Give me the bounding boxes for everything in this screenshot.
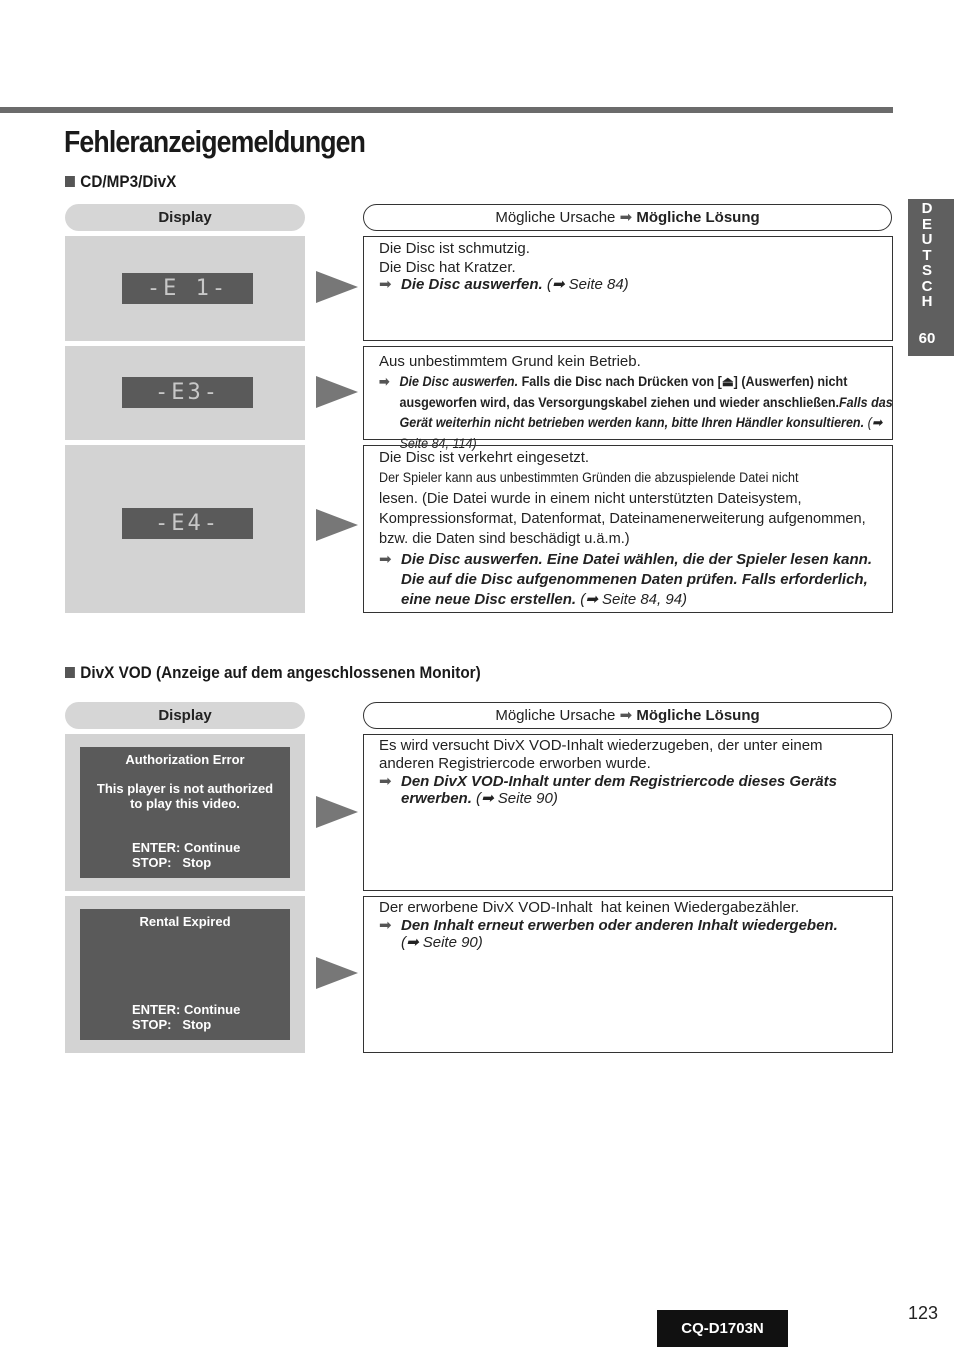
arrow-right-icon: ➡	[379, 374, 390, 389]
screen-stop-option: STOP: Stop	[132, 1017, 212, 1032]
solution-label: Mögliche Lösung	[636, 209, 760, 226]
solution-line	[379, 917, 877, 951]
solution-text: Die Disc auswerfen.	[401, 276, 543, 293]
tab-letter: S	[921, 262, 932, 279]
language-tab-letters	[908, 201, 946, 310]
arrow-right-icon: ➡	[379, 917, 392, 934]
square-bullet-icon	[65, 176, 75, 187]
screen-enter-option: ENTER: Continue	[132, 840, 241, 855]
cause-solution-header	[363, 702, 892, 729]
tab-letter: T	[922, 246, 932, 264]
error-description-e4	[363, 445, 893, 613]
solution-text: Den Inhalt erneut erwerben oder anderen Inhalt wiedergeben.	[401, 917, 838, 934]
screen-title: Authorization Error	[125, 752, 245, 767]
cause-line: lesen. (Die Datei wurde in einem nicht unterstützten Dateisystem, Kompressionsformat, Datenformat, Dateinamenerweiterung aufgenommen, bzw. die Daten sind beschädigt u.ä.m.)	[379, 491, 866, 547]
cause-line: Es wird versucht DivX VOD-Inhalt wiederzugeben, der unter einem anderen Registriercode erworben wurde.	[379, 737, 823, 772]
cause-line: Aus unbestimmtem Grund kein Betrieb.	[379, 353, 641, 370]
page-reference: (➡ Seite 84)	[546, 276, 629, 293]
solution-text: Den DivX VOD-Inhalt unter dem Registriercode dieses Geräts erwerben.	[401, 773, 837, 807]
cause-line: Die Disc ist verkehrt eingesetzt.	[379, 449, 590, 466]
language-tab	[908, 199, 954, 356]
square-bullet-icon	[65, 667, 75, 678]
cause-label: Mögliche Ursache	[495, 707, 616, 724]
model-badge: CQ-D1703N	[657, 1310, 788, 1347]
screen-message: to play this video.	[130, 796, 240, 811]
tab-letter: D	[921, 200, 933, 217]
arrow-right-icon: ➡	[619, 209, 633, 226]
arrow-right-icon: ➡	[379, 551, 392, 568]
triangle-pointer-icon	[316, 509, 358, 541]
screen-message: This player is not authorized	[96, 781, 274, 796]
solution-text: Die Disc auswerfen. Eine Datei wählen, die der Spieler lesen kann. Die auf die Disc aufgenommenen Daten prüfen. Falls erforderlich, eine neue Disc erstellen.	[401, 551, 873, 608]
screen-title: Rental Expired	[139, 914, 231, 929]
cause-line: Die Disc hat Kratzer.	[379, 259, 516, 276]
display-panel-e4	[65, 445, 305, 613]
solution-line	[379, 372, 902, 454]
section-heading-text: DivX VOD (Anzeige auf dem angeschlossenen Monitor)	[80, 663, 481, 682]
display-panel-authorization	[65, 734, 305, 891]
section-heading-divx	[65, 663, 481, 683]
cause-label: Mögliche Ursache	[495, 209, 616, 226]
tab-letter: C	[921, 277, 933, 295]
tab-letter: H	[921, 293, 933, 310]
cause-line: Der erworbene DivX VOD-Inhalt hat keinen Wiedergabezähler.	[379, 899, 800, 916]
section-heading-cd	[65, 172, 176, 192]
page-number: 123	[908, 1303, 939, 1323]
display-column-header: Display	[65, 204, 305, 231]
lcd-readout: -E3-	[122, 377, 253, 408]
page-reference: (➡ Seite 90)	[476, 790, 558, 807]
error-description-e3	[363, 346, 893, 451]
display-panel-e3	[65, 346, 305, 440]
error-description-authorization	[363, 734, 893, 891]
solution-line	[379, 773, 877, 807]
solution-text: Falls die Disc nach Drücken von [⏏] (Auswerfen) nicht ausgeworfen wird, das Versorgungskabel ziehen und wieder anschließen.	[399, 374, 848, 410]
section-heading-text: CD/MP3/DivX	[80, 172, 177, 191]
lcd-readout: -E 1-	[122, 273, 253, 304]
triangle-pointer-icon	[316, 796, 358, 828]
arrow-right-icon: ➡	[379, 773, 392, 790]
monitor-screen	[80, 747, 290, 878]
arrow-right-icon: ➡	[619, 707, 633, 724]
solution-text: Falls das Gerät weiterhin nicht betrieben werden kann, bitte Ihren Händler konsultieren.	[399, 394, 893, 430]
page-reference: (➡ Seite 84, 94)	[580, 591, 688, 608]
solution-label: Mögliche Lösung	[636, 707, 760, 724]
display-panel-e1	[65, 236, 305, 341]
page-title: Fehleranzeigemeldungen	[64, 124, 366, 159]
display-column-header: Display	[65, 702, 305, 729]
solution-text: Die Disc auswerfen.	[399, 374, 519, 389]
triangle-pointer-icon	[316, 271, 358, 303]
tab-page-number: 60	[918, 330, 936, 347]
page-reference: (➡ Seite 84, 114)	[399, 415, 883, 451]
lcd-readout: -E4-	[122, 508, 253, 539]
top-rule	[0, 107, 893, 113]
display-panel-rental	[65, 896, 305, 1053]
page-reference: (➡ Seite 90)	[401, 934, 483, 951]
tab-letter: U	[921, 231, 933, 248]
tab-letter: E	[921, 215, 932, 233]
screen-stop-option: STOP: Stop	[132, 855, 212, 870]
triangle-pointer-icon	[316, 376, 358, 408]
screen-enter-option: ENTER: Continue	[132, 1002, 241, 1017]
solution-line	[379, 276, 877, 293]
solution-line	[379, 550, 877, 610]
cause-line: Die Disc ist schmutzig.	[379, 240, 530, 257]
arrow-right-icon: ➡	[379, 276, 392, 293]
cause-line: Der Spieler kann aus unbestimmten Gründen die abzuspielende Datei nicht	[379, 470, 799, 485]
error-description-e1	[363, 236, 893, 341]
triangle-pointer-icon	[316, 957, 358, 989]
monitor-screen	[80, 909, 290, 1040]
cause-solution-header	[363, 204, 892, 231]
error-description-rental	[363, 896, 893, 1053]
